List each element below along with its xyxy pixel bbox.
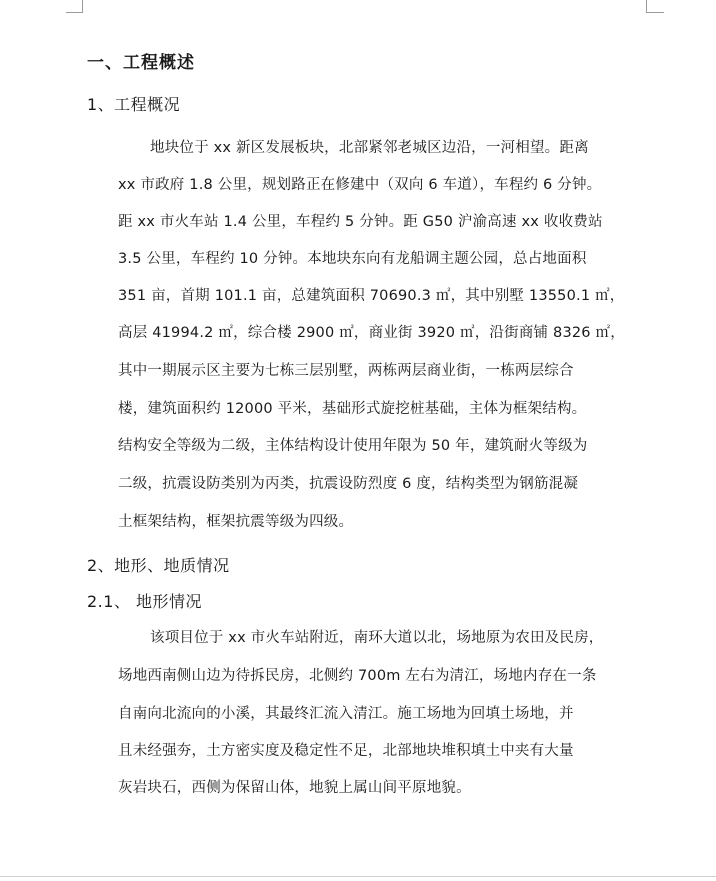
paragraph-line: 二级，抗震设防类别为丙类，抗震设防烈度 6 度，结构类型为钢筋混凝 bbox=[118, 476, 579, 492]
paragraph-line: xx 市政府 1.8 公里，规划路正在修建中（双向 6 车道），车程约 6 分钟。 bbox=[118, 177, 602, 193]
paragraph-line: 且未经强夯，土方密实度及稳定性不足，北部地块堆积填土中夹有大量 bbox=[118, 743, 574, 759]
crop-mark-top-right bbox=[646, 0, 647, 12]
paragraph-line: 3.5 公里，车程约 10 分钟。本地块东向有龙船调主题公园，总占地面积 bbox=[118, 251, 587, 267]
paragraph-line: 自南向北流向的小溪，其最终汇流入清江。施工场地为回填土场地，并 bbox=[118, 706, 574, 722]
paragraph-line: 351 亩，首期 101.1 亩，总建筑面积 70690.3 ㎡，其中别墅 13550.1 ㎡， bbox=[118, 288, 625, 304]
paragraph-line: 场地西南侧山边为待拆民房，北侧约 700m 左右为清江，场地内存在一条 bbox=[118, 668, 597, 684]
paragraph-line: 地块位于 xx 新区发展板块，北部紧邻老城区边沿，一河相望。距离 bbox=[150, 140, 589, 156]
heading-project-overview: 一、工程概述 bbox=[87, 53, 195, 73]
section-title-project-summary: 1、工程概况 bbox=[87, 95, 181, 114]
section-title-terrain-geology: 2、地形、地质情况 bbox=[87, 556, 230, 575]
crop-mark-top-left bbox=[82, 0, 83, 12]
crop-mark-top-right bbox=[646, 12, 664, 13]
paragraph-line: 灰岩块石，西侧为保留山体，地貌上属山间平原地貌。 bbox=[118, 780, 471, 796]
paragraph-line: 楼，建筑面积约 12000 平米，基础形式旋挖桩基础，主体为框架结构。 bbox=[118, 401, 587, 417]
page-bottom-edge bbox=[0, 876, 716, 877]
paragraph-line: 结构安全等级为二级，主体结构设计使用年限为 50 年，建筑耐火等级为 bbox=[118, 438, 588, 454]
paragraph-line: 土框架结构，框架抗震等级为四级。 bbox=[118, 514, 354, 530]
paragraph-line: 其中一期展示区主要为七栋三层别墅，两栋两层商业街，一栋两层综合 bbox=[118, 363, 574, 379]
paragraph-line: 距 xx 市火车站 1.4 公里，车程约 5 分钟。距 G50 沪渝高速 xx 收收费站 bbox=[118, 214, 603, 230]
paragraph-line: 高层 41994.2 ㎡，综合楼 2900 ㎡，商业街 3920 ㎡，沿街商铺 8326 ㎡， bbox=[118, 325, 625, 341]
crop-mark-top-left bbox=[66, 12, 83, 13]
section-title-terrain: 2.1、 地形情况 bbox=[87, 592, 203, 611]
paragraph-line: 该项目位于 xx 市火车站附近，南环大道以北，场地原为农田及民房， bbox=[150, 630, 604, 646]
